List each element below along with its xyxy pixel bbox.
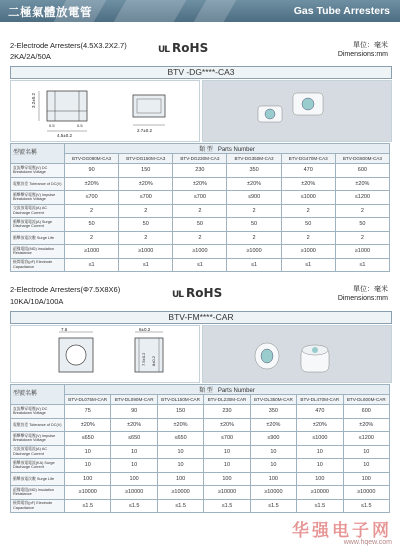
section2-dim-l2: 8±0.2 <box>151 356 156 366</box>
param-label: 交流放電電流(A) AC Discharge Current <box>11 445 65 459</box>
table-row <box>11 258 390 272</box>
table-row <box>11 459 390 473</box>
table-cell: ≤1 <box>65 258 119 272</box>
param-label: 衝擊放電電流(A) Surge Discharge Current <box>11 218 65 232</box>
table-row <box>11 177 390 191</box>
table-model-row <box>11 154 390 164</box>
table-cell: 2 <box>119 204 173 218</box>
table-cell: ≥1000 <box>281 245 335 259</box>
section2-rating: 10KA/10A/100A <box>10 297 64 306</box>
table-cell: 2 <box>173 204 227 218</box>
table-cell: 470 <box>297 405 343 419</box>
table-cell: 10 <box>204 445 250 459</box>
table-cell: 10 <box>65 445 111 459</box>
table-cell: ≤1.5 <box>157 499 203 513</box>
table-cell: 2 <box>335 231 389 245</box>
table-cell: ≤700 <box>204 432 250 446</box>
model-header: BTV-DG350M-CA3 <box>227 154 281 164</box>
param-label: 直流擊穿電壓(V) DC Breakdown Voltage <box>11 164 65 178</box>
table-cell: 50 <box>227 218 281 232</box>
section1-series-bar: BTV -DG****-CA3 <box>10 66 392 79</box>
table-cell: ≥1000 <box>173 245 227 259</box>
table-cell: ≤1.5 <box>111 499 157 513</box>
table-cell: ±20% <box>227 177 281 191</box>
table-cell: 2 <box>227 231 281 245</box>
section1-spec: 2-Electrode Arresters(4.5X3.2X2.7) <box>10 41 127 50</box>
section1-dim-a: 0.5 <box>49 123 55 128</box>
table-row <box>11 231 390 245</box>
model-header: BTV-DL090M-CAR <box>111 395 157 405</box>
table-cell: ≥1000 <box>335 245 389 259</box>
model-header: BTV-DG600M-CA3 <box>335 154 389 164</box>
section1-cert <box>158 37 208 56</box>
table-cell: 90 <box>111 405 157 419</box>
table-row <box>11 418 390 432</box>
param-label: 絕緣電阻(MΩ) Insulation Resistance <box>11 486 65 500</box>
section1-spec-table <box>10 143 390 272</box>
table-cell: 350 <box>250 405 296 419</box>
table-cell: 230 <box>173 164 227 178</box>
section2-cert <box>172 282 222 301</box>
table-cell: 50 <box>335 218 389 232</box>
table-cell: 2 <box>281 204 335 218</box>
model-header: BTV-DL470M-CAR <box>297 395 343 405</box>
model-header: BTV-DG090M-CA3 <box>65 154 119 164</box>
table-cell: 2 <box>119 231 173 245</box>
table-cell: 470 <box>281 164 335 178</box>
table-row <box>11 191 390 205</box>
model-header: BTV-DL350M-CAR <box>250 395 296 405</box>
table-cell: 350 <box>227 164 281 178</box>
model-header: BTV-DG150M-CA3 <box>119 154 173 164</box>
param-label: 衝擊擊穿電壓(V) Impulse Breakdown Voltage <box>11 191 65 205</box>
table-cell: ±20% <box>281 177 335 191</box>
section1-dim-width: 4.5±0.2 <box>57 133 72 138</box>
table-type-row <box>11 385 390 395</box>
table-cell: ≤700 <box>119 191 173 205</box>
table-cell: 50 <box>65 218 119 232</box>
watermark <box>292 516 392 546</box>
table-cell: ≤900 <box>250 432 296 446</box>
table-cell: 50 <box>173 218 227 232</box>
param-label: 交流放電電流(A) AC Discharge Current <box>11 204 65 218</box>
header-title-en: Gas Tube Arresters <box>293 5 390 17</box>
section2-dim-depth: 6±0.2 <box>139 327 151 332</box>
table-cell: 10 <box>157 445 203 459</box>
table-cell: ≤1.5 <box>343 499 389 513</box>
table-cell: ≤1.5 <box>250 499 296 513</box>
page-header <box>0 0 400 22</box>
watermark-cn: 华强电子网 <box>292 521 392 541</box>
table-cell: ≥1000 <box>227 245 281 259</box>
ul-logo: UL <box>158 45 170 55</box>
table-type-header <box>65 144 390 154</box>
table-type-header <box>65 385 390 395</box>
table-cell: ≥10000 <box>65 486 111 500</box>
table-cell: 150 <box>157 405 203 419</box>
table-cell: ±20% <box>65 177 119 191</box>
table-cell: 10 <box>297 445 343 459</box>
table-cell: ≤650 <box>111 432 157 446</box>
table-model-row <box>11 395 390 405</box>
table-cell: ≤650 <box>65 432 111 446</box>
model-header: BTV-DG470M-CA3 <box>281 154 335 164</box>
table-cell: ≤1 <box>335 258 389 272</box>
table-col0-header: 型號名稱 <box>11 385 65 405</box>
param-label: 電壓容差 Tolerance of DC(V) <box>11 177 65 191</box>
table-type-row <box>11 144 390 154</box>
table-cell: ±20% <box>250 418 296 432</box>
section2-dimension-drawing <box>10 325 200 383</box>
table-cell: 10 <box>250 445 296 459</box>
table-cell: ±20% <box>335 177 389 191</box>
header-title-cn: 二極氣體放電管 <box>8 7 92 19</box>
section2-unit-cn: 單位：毫米 <box>353 286 388 293</box>
table-cell: 100 <box>297 472 343 486</box>
section1-product-photo <box>202 80 392 142</box>
section2-dim-l1: 7.5±0.2 <box>141 352 146 366</box>
table-cell: 2 <box>335 204 389 218</box>
section1-dimension-svg <box>11 81 199 141</box>
section1-rating: 2KA/2A/50A <box>10 52 51 61</box>
table-cell: 600 <box>335 164 389 178</box>
model-header: BTV-DG230M-CA3 <box>173 154 227 164</box>
model-header: BTV-DL600M-CAR <box>343 395 389 405</box>
table-row <box>11 218 390 232</box>
table-row <box>11 432 390 446</box>
param-label: 絕緣電阻(MΩ) Insulation Resistance <box>11 245 65 259</box>
section2-dimension-svg <box>11 326 199 382</box>
table-cell: 2 <box>173 231 227 245</box>
table-cell: 100 <box>343 472 389 486</box>
table-row <box>11 499 390 513</box>
ul-logo: UL <box>172 290 184 300</box>
table-cell: 10 <box>157 459 203 473</box>
section1-dim-b: 0.5 <box>77 123 83 128</box>
table-cell: 230 <box>204 405 250 419</box>
table-row <box>11 486 390 500</box>
table-row <box>11 472 390 486</box>
section1-unit-cn: 單位：毫米 <box>353 42 388 49</box>
table-cell: ≥10000 <box>250 486 296 500</box>
table-cell: 90 <box>65 164 119 178</box>
table-cell: 100 <box>250 472 296 486</box>
table-cell: 100 <box>111 472 157 486</box>
param-label: 極間電容(pF) Electrode Capacitance <box>11 499 65 513</box>
table-cell: 2 <box>65 204 119 218</box>
section1-dim-height: 3.2±0.2 <box>31 93 36 108</box>
table-type-label-en: Parts Number <box>217 147 255 153</box>
param-label: 衝擊放電次數 Surge Life <box>11 231 65 245</box>
table-cell: ≤650 <box>157 432 203 446</box>
table-cell: ≤900 <box>227 191 281 205</box>
table-type-label-en: Parts Number <box>217 388 255 394</box>
section1-unit <box>338 41 388 59</box>
table-cell: ≥1000 <box>65 245 119 259</box>
table-row <box>11 405 390 419</box>
table-row <box>11 245 390 259</box>
table-cell: ±20% <box>204 418 250 432</box>
model-header: BTV-DL150M-CAR <box>157 395 203 405</box>
param-label: 極間電容(pF) Electrode Capacitance <box>11 258 65 272</box>
table-cell: 2 <box>281 231 335 245</box>
table-cell: ≤1.5 <box>65 499 111 513</box>
section2-unit <box>338 285 388 303</box>
table-cell: ≤1 <box>281 258 335 272</box>
table-type-label: 類 型 <box>199 147 213 153</box>
table-cell: 2 <box>65 231 119 245</box>
table-cell: ±20% <box>343 418 389 432</box>
param-label: 衝擊放電次數 Surge Life <box>11 472 65 486</box>
section2-dim-width: 7.6 <box>61 327 68 332</box>
header-stripe <box>114 0 187 22</box>
header-stripe <box>194 0 237 22</box>
watermark-en: www.hqew.com <box>343 539 392 546</box>
rohs-logo: RoHS <box>186 286 223 300</box>
table-cell: 100 <box>65 472 111 486</box>
param-label: 直流擊穿電壓(V) DC Breakdown Voltage <box>11 405 65 419</box>
table-cell: ≤1000 <box>281 191 335 205</box>
table-cell: 75 <box>65 405 111 419</box>
section2-spec: 2-Electrode Arresters(Φ7.5X8X6) <box>10 285 121 294</box>
table-cell: ≥1000 <box>119 245 173 259</box>
model-header: BTV-DL075M-CAR <box>65 395 111 405</box>
table-cell: ≥10000 <box>343 486 389 500</box>
table-cell: 100 <box>157 472 203 486</box>
table-cell: 600 <box>343 405 389 419</box>
table-row <box>11 445 390 459</box>
table-cell: 10 <box>250 459 296 473</box>
section2-spec-table <box>10 384 390 513</box>
table-cell: 150 <box>119 164 173 178</box>
table-cell: 10 <box>111 459 157 473</box>
section2-unit-en: Dimensions:mm <box>337 295 388 302</box>
param-label: 電壓容差 Tolerance of DC(V) <box>11 418 65 432</box>
table-cell: ±20% <box>297 418 343 432</box>
param-label: 衝擊擊穿電壓(V) Impulse Breakdown Voltage <box>11 432 65 446</box>
table-cell: ≤1 <box>227 258 281 272</box>
param-label: 衝擊放電電流(KA) Surge Discharge Current <box>11 459 65 473</box>
table-row <box>11 204 390 218</box>
table-cell: 10 <box>297 459 343 473</box>
model-header: BTV-DL230M-CAR <box>204 395 250 405</box>
table-cell: ≤700 <box>173 191 227 205</box>
table-cell: ≥10000 <box>111 486 157 500</box>
table-cell: 10 <box>204 459 250 473</box>
table-cell: ≤700 <box>65 191 119 205</box>
table-cell: 2 <box>227 204 281 218</box>
table-cell: 10 <box>343 445 389 459</box>
table-cell: ≤1200 <box>335 191 389 205</box>
table-cell: 50 <box>119 218 173 232</box>
table-cell: ≤1000 <box>297 432 343 446</box>
table-cell: 10 <box>111 445 157 459</box>
section1-dimension-drawing <box>10 80 200 142</box>
table-cell: ≤1 <box>173 258 227 272</box>
table-col0-header: 型號名稱 <box>11 144 65 164</box>
table-cell: ≤1.5 <box>204 499 250 513</box>
rohs-logo: RoHS <box>172 41 209 55</box>
table-cell: ±20% <box>119 177 173 191</box>
section1-dim-depth: 2.7±0.2 <box>137 128 152 133</box>
table-cell: ≥10000 <box>157 486 203 500</box>
section1-unit-en: Dimensions:mm <box>337 51 388 58</box>
section2-product-photo <box>202 325 392 383</box>
table-cell: ±20% <box>173 177 227 191</box>
table-cell: ±20% <box>157 418 203 432</box>
table-cell: 100 <box>204 472 250 486</box>
table-cell: ≥10000 <box>297 486 343 500</box>
table-row <box>11 164 390 178</box>
table-cell: ±20% <box>111 418 157 432</box>
table-cell: ≤1 <box>119 258 173 272</box>
table-cell: ≥10000 <box>204 486 250 500</box>
table-type-label: 類 型 <box>199 388 213 394</box>
table-cell: ≤1.5 <box>297 499 343 513</box>
section2-series-bar: BTV-FM****-CAR <box>10 311 392 324</box>
table-cell: ±20% <box>65 418 111 432</box>
table-cell: 10 <box>343 459 389 473</box>
table-cell: 50 <box>281 218 335 232</box>
table-cell: 10 <box>65 459 111 473</box>
table-cell: ≤1200 <box>343 432 389 446</box>
